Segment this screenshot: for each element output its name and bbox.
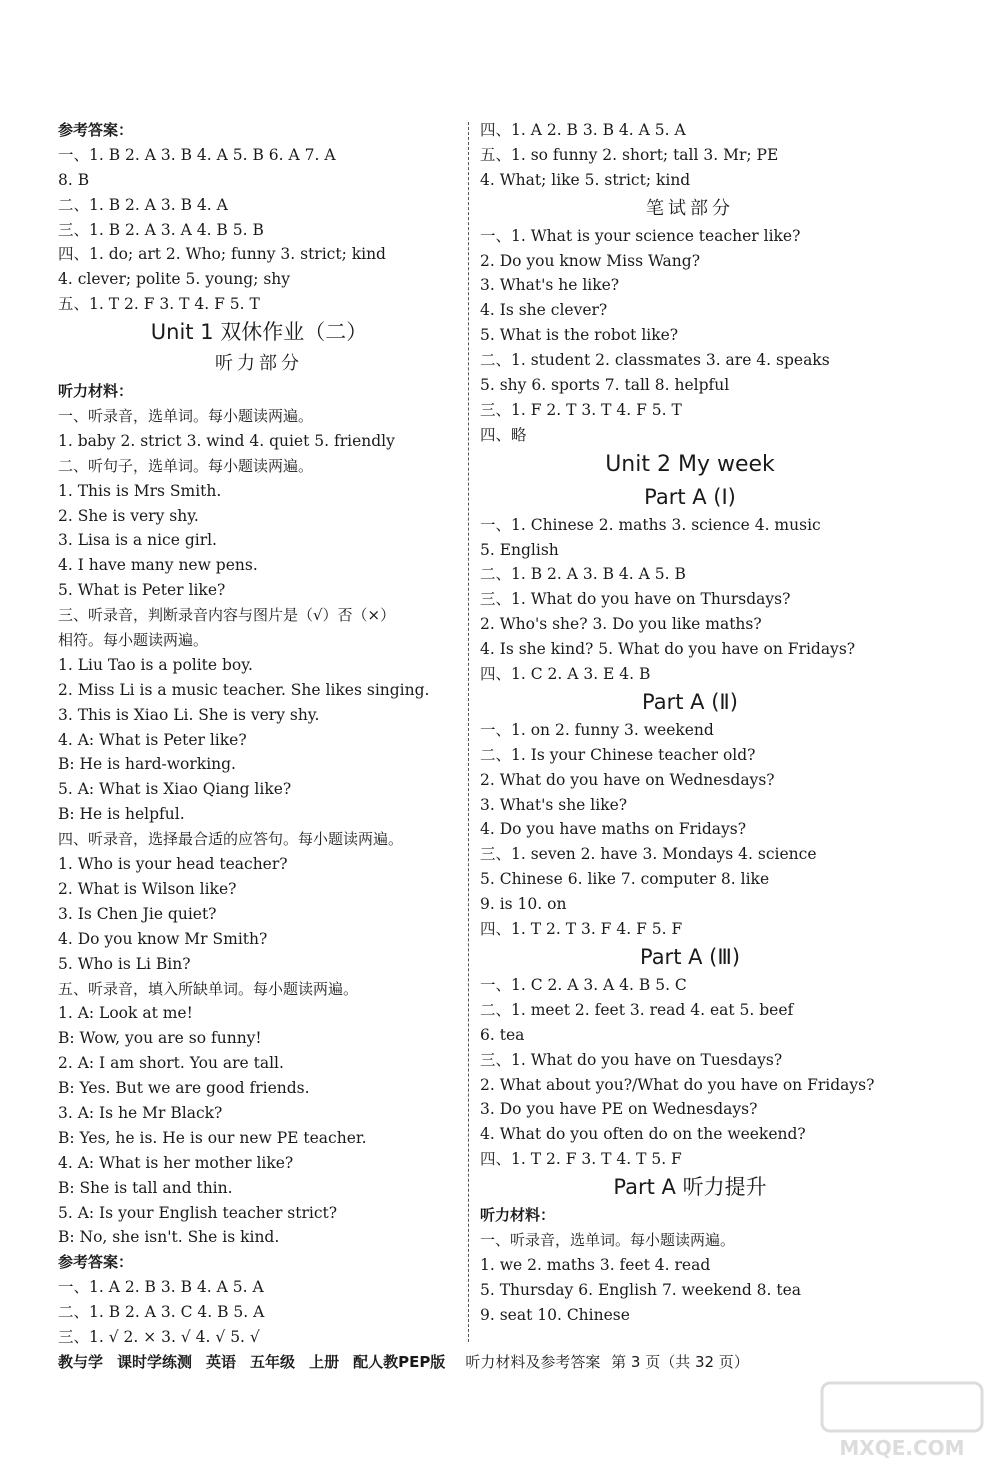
right-answer-line-33: 一、1. C 2. A 3. A 4. B 5. C <box>480 975 687 994</box>
left-answer-line-42: B: She is tall and thin. <box>58 1178 233 1197</box>
left-answer-line-39: 3. A: Is he Mr Black? <box>58 1103 223 1122</box>
left-answer-line-14: 1. This is Mrs Smith. <box>58 481 222 500</box>
right-answer-line-46: 9. seat 10. Chinese <box>480 1305 630 1324</box>
page-footer <box>58 1349 918 1375</box>
left-section-label-10: 听力材料： <box>58 382 134 401</box>
left-answer-line-27: B: He is helpful. <box>58 805 185 824</box>
left-answer-line-15: 2. She is very shy. <box>58 506 199 525</box>
footer-edition: 配人教PEP版 <box>353 1353 446 1371</box>
footer-brand: 教与学 <box>58 1353 104 1371</box>
left-answer-line-46: 一、1. A 2. B 3. B 4. A 5. A <box>58 1278 264 1297</box>
left-answer-line-48: 三、1. √ 2. × 3. √ 4. √ 5. √ <box>58 1327 260 1346</box>
left-answer-line-2: 8. B <box>58 170 90 189</box>
right-section-heading-32: Part A (Ⅲ) <box>639 944 741 969</box>
left-section-label-45: 参考答案： <box>58 1253 134 1272</box>
right-answer-line-21: 四、1. C 2. A 3. E 4. B <box>480 665 651 684</box>
left-answer-line-25: B: He is hard-working. <box>58 755 236 774</box>
left-answer-line-41: 4. A: What is her mother like? <box>58 1153 294 1172</box>
left-answer-line-40: B: Yes, he is. He is our new PE teacher. <box>58 1128 367 1147</box>
left-answer-line-6: 4. clever; polite 5. young; shy <box>58 270 291 289</box>
left-section-heading-8: Unit 1 双休作业（二） <box>150 320 368 345</box>
left-answer-line-47: 二、1. B 2. A 3. C 4. B 5. A <box>58 1303 265 1322</box>
right-answer-line-40: 四、1. T 2. F 3. T 4. T 5. F <box>480 1150 682 1169</box>
left-answer-line-12: 1. baby 2. strict 3. wind 4. quiet 5. friendly <box>58 431 395 450</box>
left-answer-line-1: 一、1. B 2. A 3. B 4. A 5. B 6. A 7. A <box>58 145 336 164</box>
right-answer-line-38: 3. Do you have PE on Wednesdays? <box>480 1100 758 1119</box>
right-answer-line-11: 三、1. F 2. T 3. T 4. F 5. T <box>480 400 682 419</box>
right-answer-line-31: 四、1. T 2. T 3. F 4. F 5. F <box>480 920 683 939</box>
left-answer-line-11: 一、听录音，选单词。每小题读两遍。 <box>58 407 314 426</box>
right-column <box>480 118 900 1328</box>
left-answer-line-20: 相符。每小题读两遍。 <box>58 631 209 650</box>
left-answer-line-36: B: Wow, you are so funny! <box>58 1029 262 1048</box>
right-answer-line-27: 4. Do you have maths on Fridays? <box>480 820 747 839</box>
left-answer-line-34: 五、听录音，填入所缺单词。每小题读两遍。 <box>58 979 359 998</box>
left-answer-line-32: 4. Do you know Mr Smith? <box>58 929 268 948</box>
right-answer-line-2: 4. What; like 5. strict; kind <box>480 170 691 189</box>
footer-section: 听力材料及参考答案 <box>465 1353 601 1371</box>
right-answer-line-4: 一、1. What is your science teacher like? <box>480 226 801 245</box>
right-answer-line-9: 二、1. student 2. classmates 3. are 4. speaks <box>480 351 830 370</box>
right-answer-line-5: 2. Do you know Miss Wang? <box>480 251 701 270</box>
right-answer-line-28: 三、1. seven 2. have 3. Mondays 4. science <box>480 845 817 864</box>
left-answer-line-30: 2. What is Wilson like? <box>58 879 237 898</box>
right-answer-line-30: 9. is 10. on <box>480 895 567 914</box>
right-answer-line-34: 二、1. meet 2. feet 3. read 4. eat 5. beef <box>480 1000 794 1019</box>
column-divider <box>468 122 469 1342</box>
right-answer-line-15: 一、1. Chinese 2. maths 3. science 4. music <box>480 515 821 534</box>
right-answer-line-18: 三、1. What do you have on Thursdays? <box>480 590 791 609</box>
right-answer-line-43: 一、听录音，选单词。每小题读两遍。 <box>480 1230 736 1249</box>
footer-page-number: 第 3 页（共 32 页） <box>611 1353 749 1371</box>
left-answer-line-43: 5. A: Is your English teacher strict? <box>58 1203 338 1222</box>
left-answer-line-23: 3. This is Xiao Li. She is very shy. <box>58 705 320 724</box>
left-answer-line-44: B: No, she isn't. She is kind. <box>58 1228 280 1247</box>
right-section-heading-3: 笔试部分 <box>646 197 734 219</box>
left-answer-line-21: 1. Liu Tao is a polite boy. <box>58 655 253 674</box>
right-answer-line-8: 5. What is the robot like? <box>480 326 679 345</box>
left-answer-line-29: 1. Who is your head teacher? <box>58 855 288 874</box>
left-answer-line-13: 二、听句子，选单词。每小题读两遍。 <box>58 456 314 475</box>
left-section-label-0: 参考答案： <box>58 121 134 139</box>
right-answer-line-19: 2. Who's she? 3. Do you like maths? <box>480 615 762 634</box>
left-answer-line-19: 三、听录音，判断录音内容与图片是（√）否（×） <box>58 606 396 625</box>
right-answer-line-0: 四、1. A 2. B 3. B 4. A 5. A <box>480 121 686 139</box>
left-answer-line-28: 四、听录音，选择最合适的应答句。每小题读两遍。 <box>58 830 404 849</box>
footer-subject: 英语 <box>206 1353 237 1371</box>
left-answer-line-18: 5. What is Peter like? <box>58 581 226 600</box>
watermark-text: MXQE.COM <box>839 1436 965 1460</box>
right-answer-line-35: 6. tea <box>480 1025 525 1044</box>
right-answer-line-1: 五、1. so funny 2. short; tall 3. Mr; PE <box>480 145 779 164</box>
right-section-label-42: 听力材料： <box>480 1206 556 1225</box>
right-section-heading-13: Unit 2 My week <box>605 451 775 477</box>
right-answer-line-44: 1. we 2. maths 3. feet 4. read <box>480 1255 711 1274</box>
left-answer-line-7: 五、1. T 2. F 3. T 4. F 5. T <box>58 295 260 314</box>
watermark-logo <box>812 1375 992 1465</box>
left-answer-line-5: 四、1. do; art 2. Who; funny 3. strict; kind <box>58 245 386 264</box>
left-answer-line-22: 2. Miss Li is a music teacher. She likes singing. <box>58 680 430 699</box>
left-answer-line-31: 3. Is Chen Jie quiet? <box>58 904 217 923</box>
right-section-heading-41: Part A 听力提升 <box>613 1175 767 1200</box>
right-answer-line-36: 三、1. What do you have on Tuesdays? <box>480 1050 783 1069</box>
left-answer-line-4: 三、1. B 2. A 3. A 4. B 5. B <box>58 220 264 239</box>
left-answer-line-24: 4. A: What is Peter like? <box>58 730 247 749</box>
left-column <box>58 118 460 1350</box>
right-answer-line-6: 3. What's he like? <box>480 276 620 295</box>
left-answer-line-17: 4. I have many new pens. <box>58 556 258 575</box>
footer-series: 课时学练测 <box>117 1353 193 1371</box>
footer-volume: 上册 <box>309 1353 340 1371</box>
left-answer-line-33: 5. Who is Li Bin? <box>58 954 191 973</box>
right-answer-line-39: 4. What do you often do on the weekend? <box>480 1125 806 1144</box>
right-section-heading-22: Part A (Ⅱ) <box>642 689 738 714</box>
right-answer-line-10: 5. shy 6. sports 7. tall 8. helpful <box>480 376 730 395</box>
right-answer-line-25: 2. What do you have on Wednesdays? <box>480 770 775 789</box>
right-answer-line-20: 4. Is she kind? 5. What do you have on Fridays? <box>480 640 856 659</box>
right-answer-line-29: 5. Chinese 6. like 7. computer 8. like <box>480 870 770 889</box>
right-answer-line-24: 二、1. Is your Chinese teacher old? <box>480 745 756 764</box>
left-answer-line-26: 5. A: What is Xiao Qiang like? <box>58 780 292 799</box>
left-answer-line-37: 2. A: I am short. You are tall. <box>58 1054 284 1073</box>
left-answer-line-16: 3. Lisa is a nice girl. <box>58 531 217 550</box>
footer-grade: 五年级 <box>250 1353 296 1371</box>
right-answer-line-12: 四、略 <box>480 425 527 444</box>
right-answer-line-16: 5. English <box>480 540 559 559</box>
left-answer-line-3: 二、1. B 2. A 3. B 4. A <box>58 195 228 214</box>
left-section-heading-9: 听力部分 <box>215 353 303 375</box>
right-section-heading-14: Part A (Ⅰ) <box>644 484 736 509</box>
right-answer-line-26: 3. What's she like? <box>480 795 628 814</box>
right-answer-line-37: 2. What about you?/What do you have on Fridays? <box>480 1075 875 1094</box>
right-answer-line-17: 二、1. B 2. A 3. B 4. A 5. B <box>480 565 686 584</box>
left-answer-line-38: B: Yes. But we are good friends. <box>58 1079 310 1098</box>
right-answer-line-23: 一、1. on 2. funny 3. weekend <box>480 720 714 739</box>
right-answer-line-45: 5. Thursday 6. English 7. weekend 8. tea <box>480 1280 802 1299</box>
right-answer-line-7: 4. Is she clever? <box>480 301 608 320</box>
left-answer-line-35: 1. A: Look at me! <box>58 1004 193 1023</box>
